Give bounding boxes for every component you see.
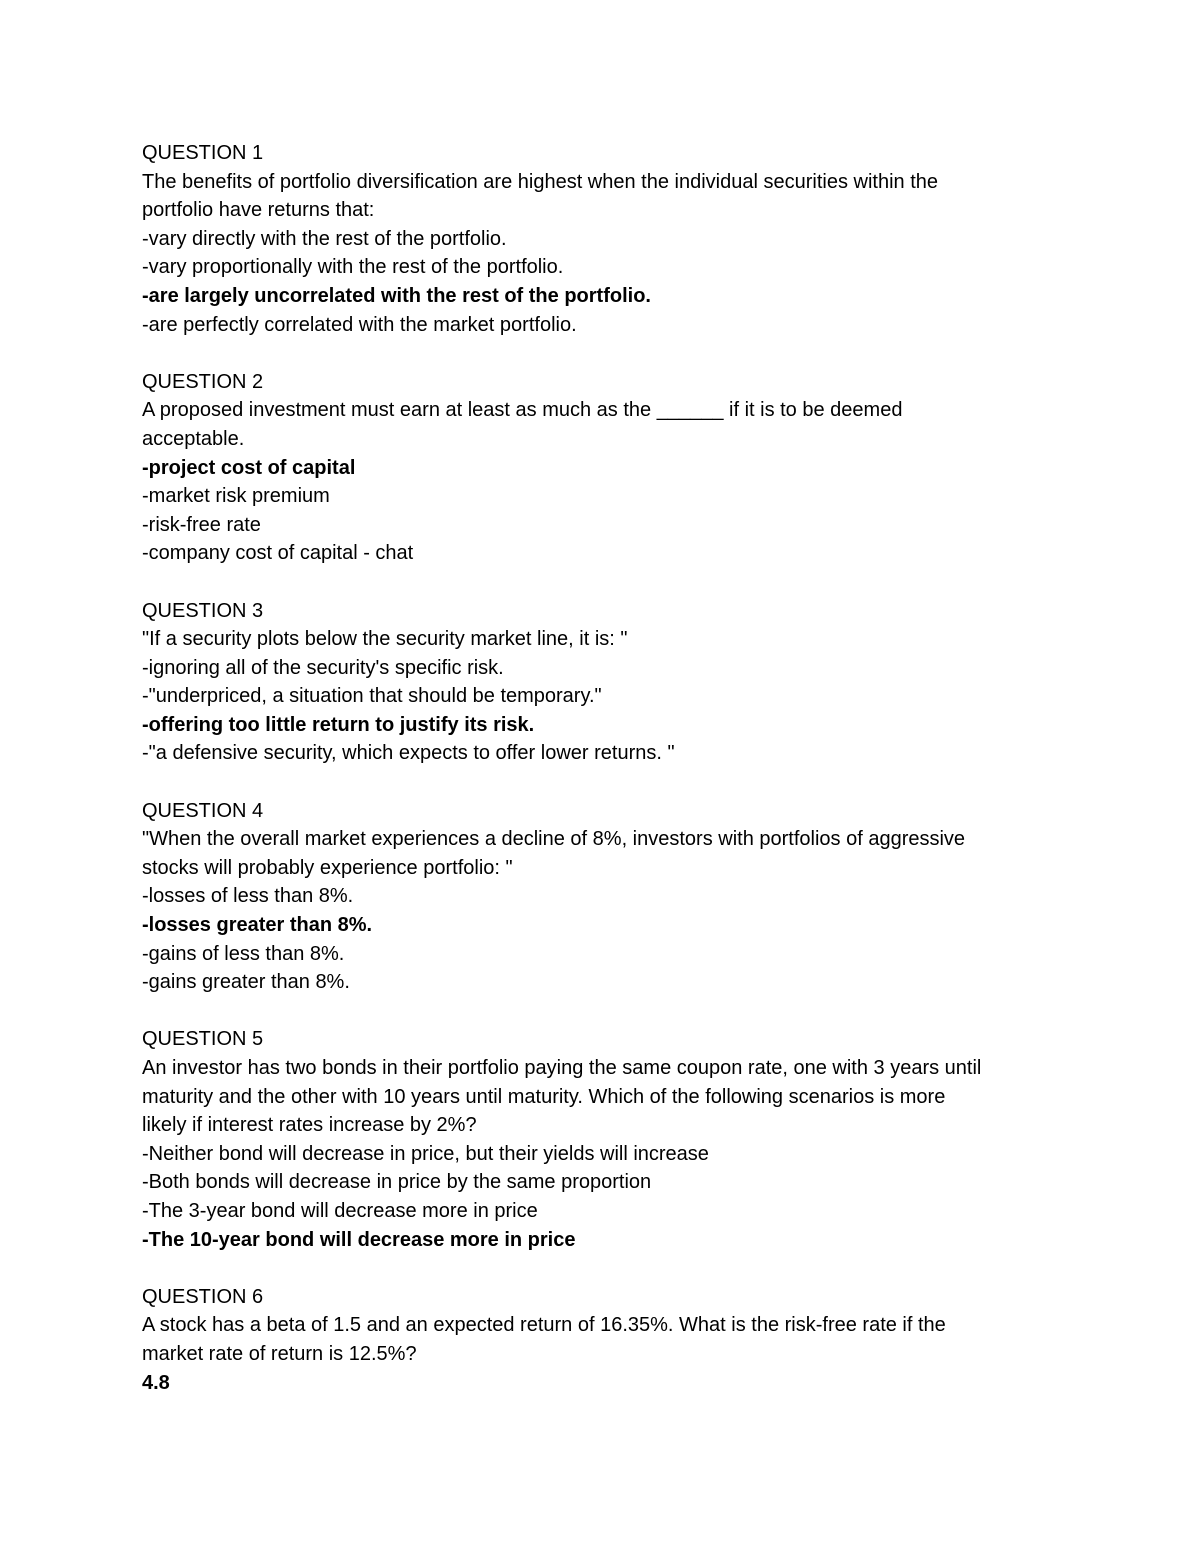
question-prompt-line: A proposed investment must earn at least as much as the ______ if it is to be deemed — [142, 399, 903, 422]
question-prompt-line: maturity and the other with 10 years until maturity. Which of the following scenarios is more — [142, 1085, 946, 1108]
question-prompt-line: stocks will probably experience portfolio: " — [142, 856, 513, 879]
question-5 — [142, 1025, 1062, 1254]
answer-option: -are perfectly correlated with the market portfolio. — [142, 313, 577, 336]
question-prompt-line: likely if interest rates increase by 2%? — [142, 1114, 477, 1137]
question-3 — [142, 597, 1062, 769]
answer-option: -The 3-year bond will decrease more in price — [142, 1199, 538, 1222]
question-prompt-line: The benefits of portfolio diversification are highest when the individual securities within the — [142, 170, 938, 193]
correct-answer-option: -The 10-year bond will decrease more in price — [142, 1228, 576, 1251]
question-prompt-line: acceptable. — [142, 427, 245, 450]
question-2 — [142, 368, 1062, 568]
answer-option: -Both bonds will decrease in price by the same proportion — [142, 1171, 652, 1194]
question-heading: QUESTION 2 — [142, 370, 264, 393]
document-page — [142, 139, 1062, 1426]
answer-option: -vary proportionally with the rest of the portfolio. — [142, 256, 564, 279]
question-1 — [142, 139, 1062, 339]
correct-answer-option: -project cost of capital — [142, 456, 356, 479]
correct-answer-option: -losses greater than 8%. — [142, 914, 373, 937]
question-prompt-line: "If a security plots below the security market line, it is: " — [142, 628, 628, 651]
correct-answer-option: -offering too little return to justify its risk. — [142, 713, 535, 736]
question-prompt-line: A stock has a beta of 1.5 and an expected return of 16.35%. What is the risk-free rate if the — [142, 1314, 946, 1337]
question-heading: QUESTION 4 — [142, 799, 264, 822]
question-heading: QUESTION 5 — [142, 1028, 264, 1051]
answer-option: -vary directly with the rest of the portfolio. — [142, 227, 507, 250]
answer-option: -company cost of capital - chat — [142, 542, 414, 565]
answer-option: -losses of less than 8%. — [142, 885, 354, 908]
answer-option: -"underpriced, a situation that should be temporary." — [142, 685, 602, 708]
question-6 — [142, 1283, 1062, 1397]
question-heading: QUESTION 3 — [142, 599, 264, 622]
question-prompt-line: portfolio have returns that: — [142, 199, 375, 222]
question-prompt-line: "When the overall market experiences a decline of 8%, investors with portfolios of aggressive — [142, 828, 966, 851]
correct-answer-option: -are largely uncorrelated with the rest of the portfolio. — [142, 284, 651, 307]
answer-option: -Neither bond will decrease in price, but their yields will increase — [142, 1142, 709, 1165]
answer-option: -gains greater than 8%. — [142, 971, 350, 994]
answer-option: -"a defensive security, which expects to offer lower returns. " — [142, 742, 675, 765]
question-prompt-line: An investor has two bonds in their portfolio paying the same coupon rate, one with 3 years until — [142, 1057, 982, 1079]
correct-answer-value: 4.8 — [142, 1371, 170, 1394]
answer-option: -market risk premium — [142, 485, 330, 508]
answer-option: -risk-free rate — [142, 513, 261, 536]
question-prompt-line: market rate of return is 12.5%? — [142, 1342, 417, 1365]
question-heading: QUESTION 1 — [142, 142, 264, 164]
answer-option: -ignoring all of the security's specific risk. — [142, 656, 504, 679]
answer-option: -gains of less than 8%. — [142, 942, 345, 965]
question-4 — [142, 797, 1062, 997]
question-heading: QUESTION 6 — [142, 1285, 264, 1308]
